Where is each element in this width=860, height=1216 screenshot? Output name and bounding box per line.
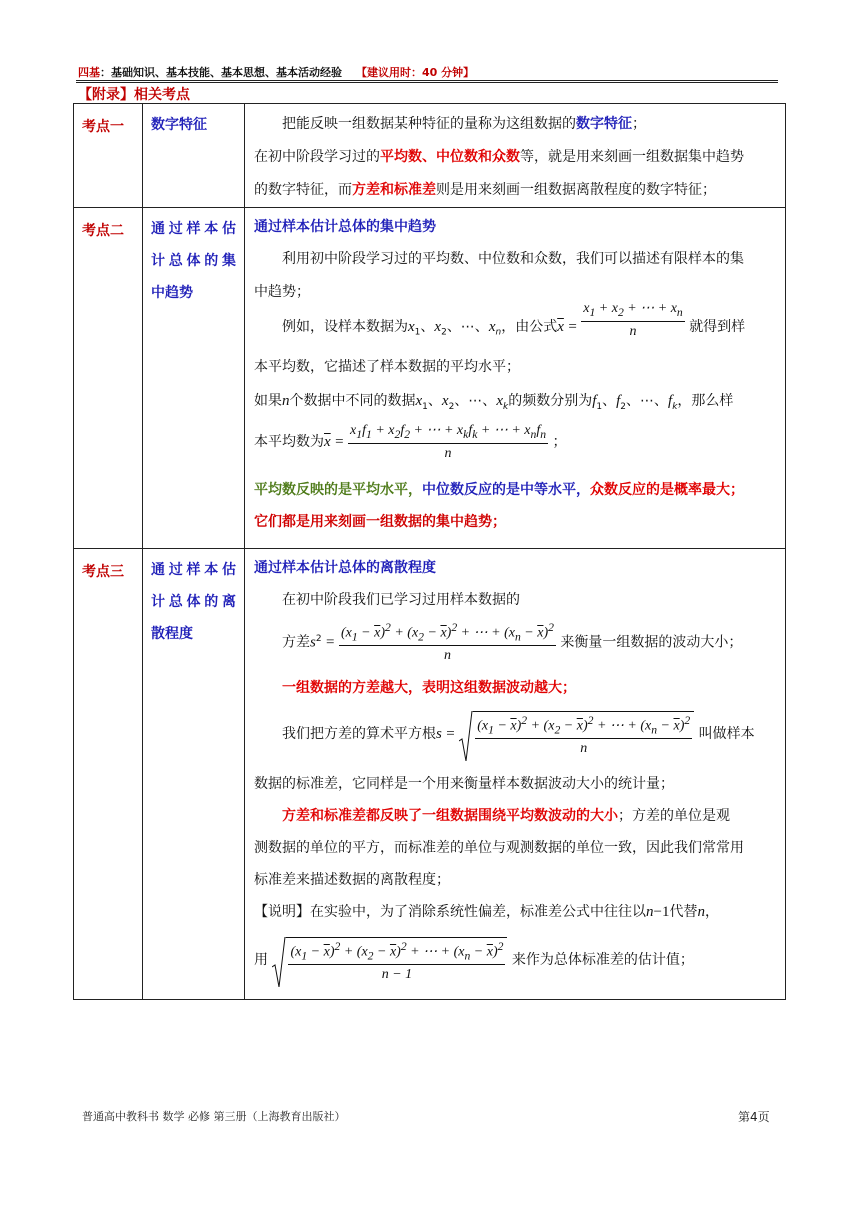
- footer-book: 普通高中教科书 数学 必修 第三册（上海教育出版社）: [82, 1110, 346, 1123]
- content-line: 数据的标准差，它同样是一个用来衡量样本数据波动大小的统计量；: [254, 776, 674, 792]
- header-prefix: 四基: [78, 66, 100, 79]
- appendix-title: 【附录】相关考点: [78, 87, 190, 103]
- content-line: 例如，设样本数据为$x_1$、$x_2$、⋯、$x_n$，由公式$\overline{x}$ = $\frac{x_1 + x_2 + \cdots + x_n}{n}$ 就得到样: [282, 301, 746, 339]
- content-line: 用 $\frac{(x_1 - \overline{x})^2 + (x_2 - \overline{x})^2 + \cdots + (x_n - \overline{x})^2}{n - 1}$ 来作为总体标准差的估计值；: [254, 937, 779, 983]
- content-line: 在初中阶段我们已学习过用样本数据的: [282, 592, 520, 608]
- content-line: 它们都是用来刻画一组数据的集中趋势；: [254, 514, 506, 530]
- content-line: 平均数反映的是平均水平，中位数反应的是中等水平，众数反应的是概率最大；: [254, 482, 744, 498]
- section-title: 通过样本估计总体的离散程度: [254, 560, 436, 576]
- page-header: [78, 64, 474, 80]
- footer-page-number: 第4页: [738, 1110, 770, 1124]
- section-title: 通过样本估计总体的集中趋势: [254, 219, 436, 235]
- table-row: [74, 549, 786, 1000]
- header-text: ：基础知识、基本技能、基本思想、基本活动经验: [100, 66, 342, 79]
- topic-label: 通过样本估 计总体的离 散程度: [143, 549, 245, 1000]
- table-row: [74, 104, 786, 208]
- topic-label: 数字特征: [143, 104, 245, 208]
- table-row: [74, 208, 786, 549]
- header-rule-2: [76, 82, 778, 83]
- content-line: 本平均数为$\overline{x}$ = $\frac{x_1f_1 + x_2f_2 + \cdots + x_kf_k + \cdots + x_nf_n}{n}$ ；: [254, 423, 567, 461]
- point-content: [245, 549, 786, 1000]
- content-line: 方差$s^2$ = $\frac{(x_1 - \overline{x})^2 + (x_2 - \overline{x})^2 + \cdots + (x_n - \overline{x})^2}{n}$ 来衡量一组数据的波动大小；: [282, 621, 743, 664]
- point-label: 考点二: [74, 208, 143, 549]
- topic-label: 通过样本估 计总体的集 中趋势: [143, 208, 245, 549]
- content-line: 方差和标准差都反映了一组数据围绕平均数波动的大小；方差的单位是观: [282, 808, 730, 824]
- content-line: 的数字特征，而方差和标准差则是用来刻画一组数据离散程度的数字特征；: [254, 182, 716, 198]
- point-content: [245, 104, 786, 208]
- content-line: 如果n个数据中不同的数据$x_1$、$x_2$、⋯、$x_k$的频数分别为$f_1$、$f_2$、⋯、$f_k$，那么样: [254, 393, 734, 412]
- header-rule: [76, 80, 778, 81]
- content-line: 中趋势；: [254, 284, 310, 300]
- point-label: 考点一: [74, 104, 143, 208]
- content-line: 本平均数，它描述了样本数据的平均水平；: [254, 359, 520, 375]
- content-line: 一组数据的方差越大，表明这组数据波动越大；: [282, 680, 576, 696]
- point-content: [245, 208, 786, 549]
- exam-points-table: [73, 103, 786, 1000]
- point-label: 考点三: [74, 549, 143, 1000]
- content-line: 利用初中阶段学习过的平均数、中位数和众数，我们可以描述有限样本的集: [282, 251, 744, 267]
- content-line: 把能反映一组数据某种特征的量称为这组数据的数字特征；: [282, 116, 646, 132]
- content-line: 我们把方差的算术平方根s = $\frac{(x_1 - \overline{x})^2 + (x_2 - \overline{x})^2 + \cdots + (x_n - \overline{x})^2}{n}$ 叫做样本: [282, 711, 779, 757]
- content-line: 测数据的单位的平方，而标准差的单位与观测数据的单位一致，因此我们常常用: [254, 840, 744, 856]
- content-line: 标准差来描述数据的离散程度；: [254, 872, 450, 888]
- content-line: 在初中阶段学习过的平均数、中位数和众数等，就是用来刻画一组数据集中趋势: [254, 149, 744, 165]
- content-line: 【说明】在实验中，为了消除系统性偏差，标准差公式中往往以n−1代替n，: [254, 904, 719, 920]
- header-time: 【建议用时：40 分钟】: [356, 66, 475, 79]
